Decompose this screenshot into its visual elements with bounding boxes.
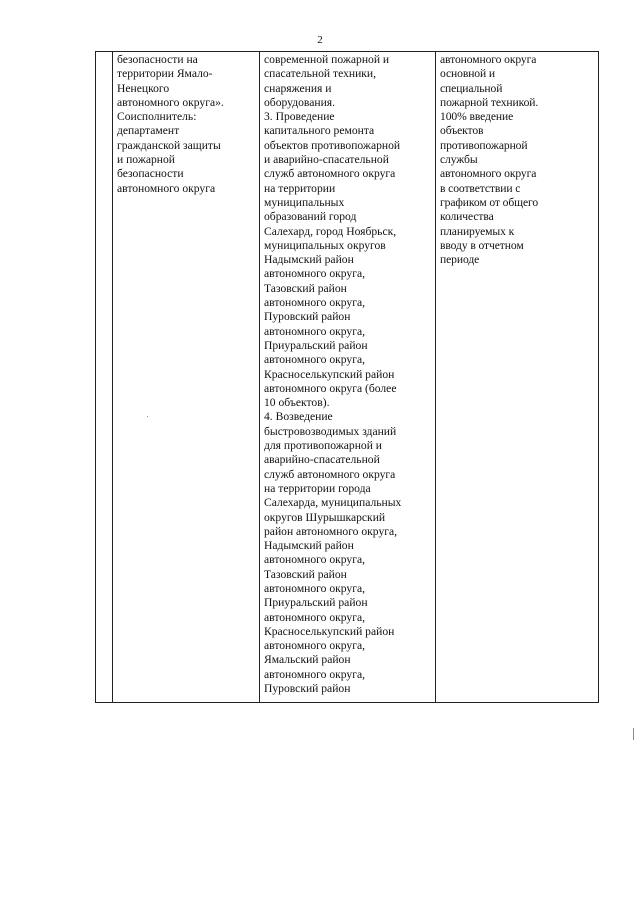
subject-line: безопасности на bbox=[117, 53, 198, 66]
subject-line: департамент bbox=[117, 124, 180, 138]
actions-line: на территории города bbox=[264, 481, 371, 495]
actions-line: район автономного округа, bbox=[264, 524, 398, 538]
result-line: графиком от общего bbox=[440, 195, 539, 209]
actions-cell bbox=[260, 52, 436, 703]
actions-line: автономного округа, bbox=[264, 667, 365, 681]
result-line: пожарной техникой. bbox=[440, 95, 539, 109]
subject-line: безопасности bbox=[117, 167, 184, 181]
actions-line: автономного округа, bbox=[264, 267, 365, 281]
actions-line: на территории bbox=[264, 181, 336, 195]
table-row bbox=[96, 52, 599, 703]
result-line: основной и bbox=[440, 67, 496, 81]
result-line: периоде bbox=[440, 253, 480, 267]
result-line: в соответствии с bbox=[440, 181, 521, 195]
actions-line: быстровозводимых зданий bbox=[264, 424, 397, 438]
subject-cell bbox=[113, 52, 260, 703]
result-line: противопожарной bbox=[440, 138, 528, 152]
actions-line: 3. Проведение bbox=[264, 110, 335, 124]
subject-line: гражданской защиты bbox=[117, 138, 221, 152]
result-line: вводу в отчетном bbox=[440, 238, 524, 252]
actions-line: муниципальных округов bbox=[264, 238, 386, 252]
actions-line: автономного округа, bbox=[264, 639, 365, 653]
actions-line: округов Шурышкарский bbox=[264, 510, 386, 524]
actions-line: оборудования. bbox=[264, 95, 336, 109]
actions-line: Тазовский район bbox=[264, 281, 347, 295]
program-table bbox=[95, 51, 599, 703]
actions-line: автономного округа, bbox=[264, 296, 365, 310]
subject-line: и пожарной bbox=[117, 153, 175, 167]
result-line: планируемых к bbox=[440, 224, 515, 238]
subject-line: Ненецкого bbox=[117, 81, 170, 95]
actions-line: снаряжения и bbox=[264, 81, 332, 95]
scan-speck bbox=[147, 416, 148, 417]
actions-line: автономного округа, bbox=[264, 610, 365, 624]
actions-line: автономного округа (более bbox=[264, 381, 397, 395]
actions-line: Красноселькупский район bbox=[264, 367, 395, 381]
actions-line: Приуральский район bbox=[264, 596, 368, 610]
actions-line: Красноселькупский район bbox=[264, 624, 395, 638]
subject-line: территории Ямало- bbox=[117, 67, 213, 81]
actions-line: Салехарда, муниципальных bbox=[264, 496, 402, 510]
actions-line: 4. Возведение bbox=[264, 410, 333, 424]
actions-line: и аварийно-спасательной bbox=[264, 153, 389, 167]
actions-line: автономного округа, bbox=[264, 553, 365, 567]
result-line: автономного округа bbox=[440, 53, 537, 66]
actions-line: образований город bbox=[264, 210, 357, 224]
actions-line: автономного округа, bbox=[264, 353, 365, 367]
actions-line: 10 объектов). bbox=[264, 396, 330, 410]
actions-line: Надымский район bbox=[264, 253, 354, 267]
actions-line: Ямальский район bbox=[264, 653, 351, 667]
actions-line: автономного округа, bbox=[264, 324, 365, 338]
actions-line: служб автономного округа bbox=[264, 167, 396, 181]
actions-line: Приуральский район bbox=[264, 338, 368, 352]
subject-line: автономного округа bbox=[117, 181, 216, 195]
actions-line: Тазовский район bbox=[264, 567, 347, 581]
actions-line: капитального ремонта bbox=[264, 124, 375, 138]
actions-line: объектов противопожарной bbox=[264, 138, 401, 152]
actions-line: Надымский район bbox=[264, 539, 354, 553]
result-cell bbox=[436, 52, 599, 703]
subject-line: Соисполнитель: bbox=[117, 110, 197, 124]
actions-line: Пуровский район bbox=[264, 682, 351, 696]
actions-line: спасательной техники, bbox=[264, 67, 377, 81]
actions-line: автономного округа, bbox=[264, 581, 365, 595]
actions-line: муниципальных bbox=[264, 195, 345, 209]
actions-line: Пуровский район bbox=[264, 310, 351, 324]
result-line: службы bbox=[440, 153, 478, 167]
result-line: автономного округа bbox=[440, 167, 537, 181]
actions-line: служб автономного округа bbox=[264, 467, 396, 481]
row-number-cell bbox=[96, 52, 113, 703]
result-line: количества bbox=[440, 210, 494, 224]
actions-line: современной пожарной и bbox=[264, 53, 390, 66]
subject-line: автономного округа». bbox=[117, 95, 224, 109]
scan-edge-mark bbox=[633, 728, 634, 740]
actions-line: Салехард, город Ноябрьск, bbox=[264, 224, 397, 238]
actions-line: аварийно-спасательной bbox=[264, 453, 380, 467]
actions-line: для противопожарной и bbox=[264, 439, 382, 453]
result-line: объектов bbox=[440, 124, 484, 138]
page-number: 2 bbox=[317, 34, 323, 46]
result-line: 100% введение bbox=[440, 110, 514, 124]
result-line: специальной bbox=[440, 81, 503, 95]
